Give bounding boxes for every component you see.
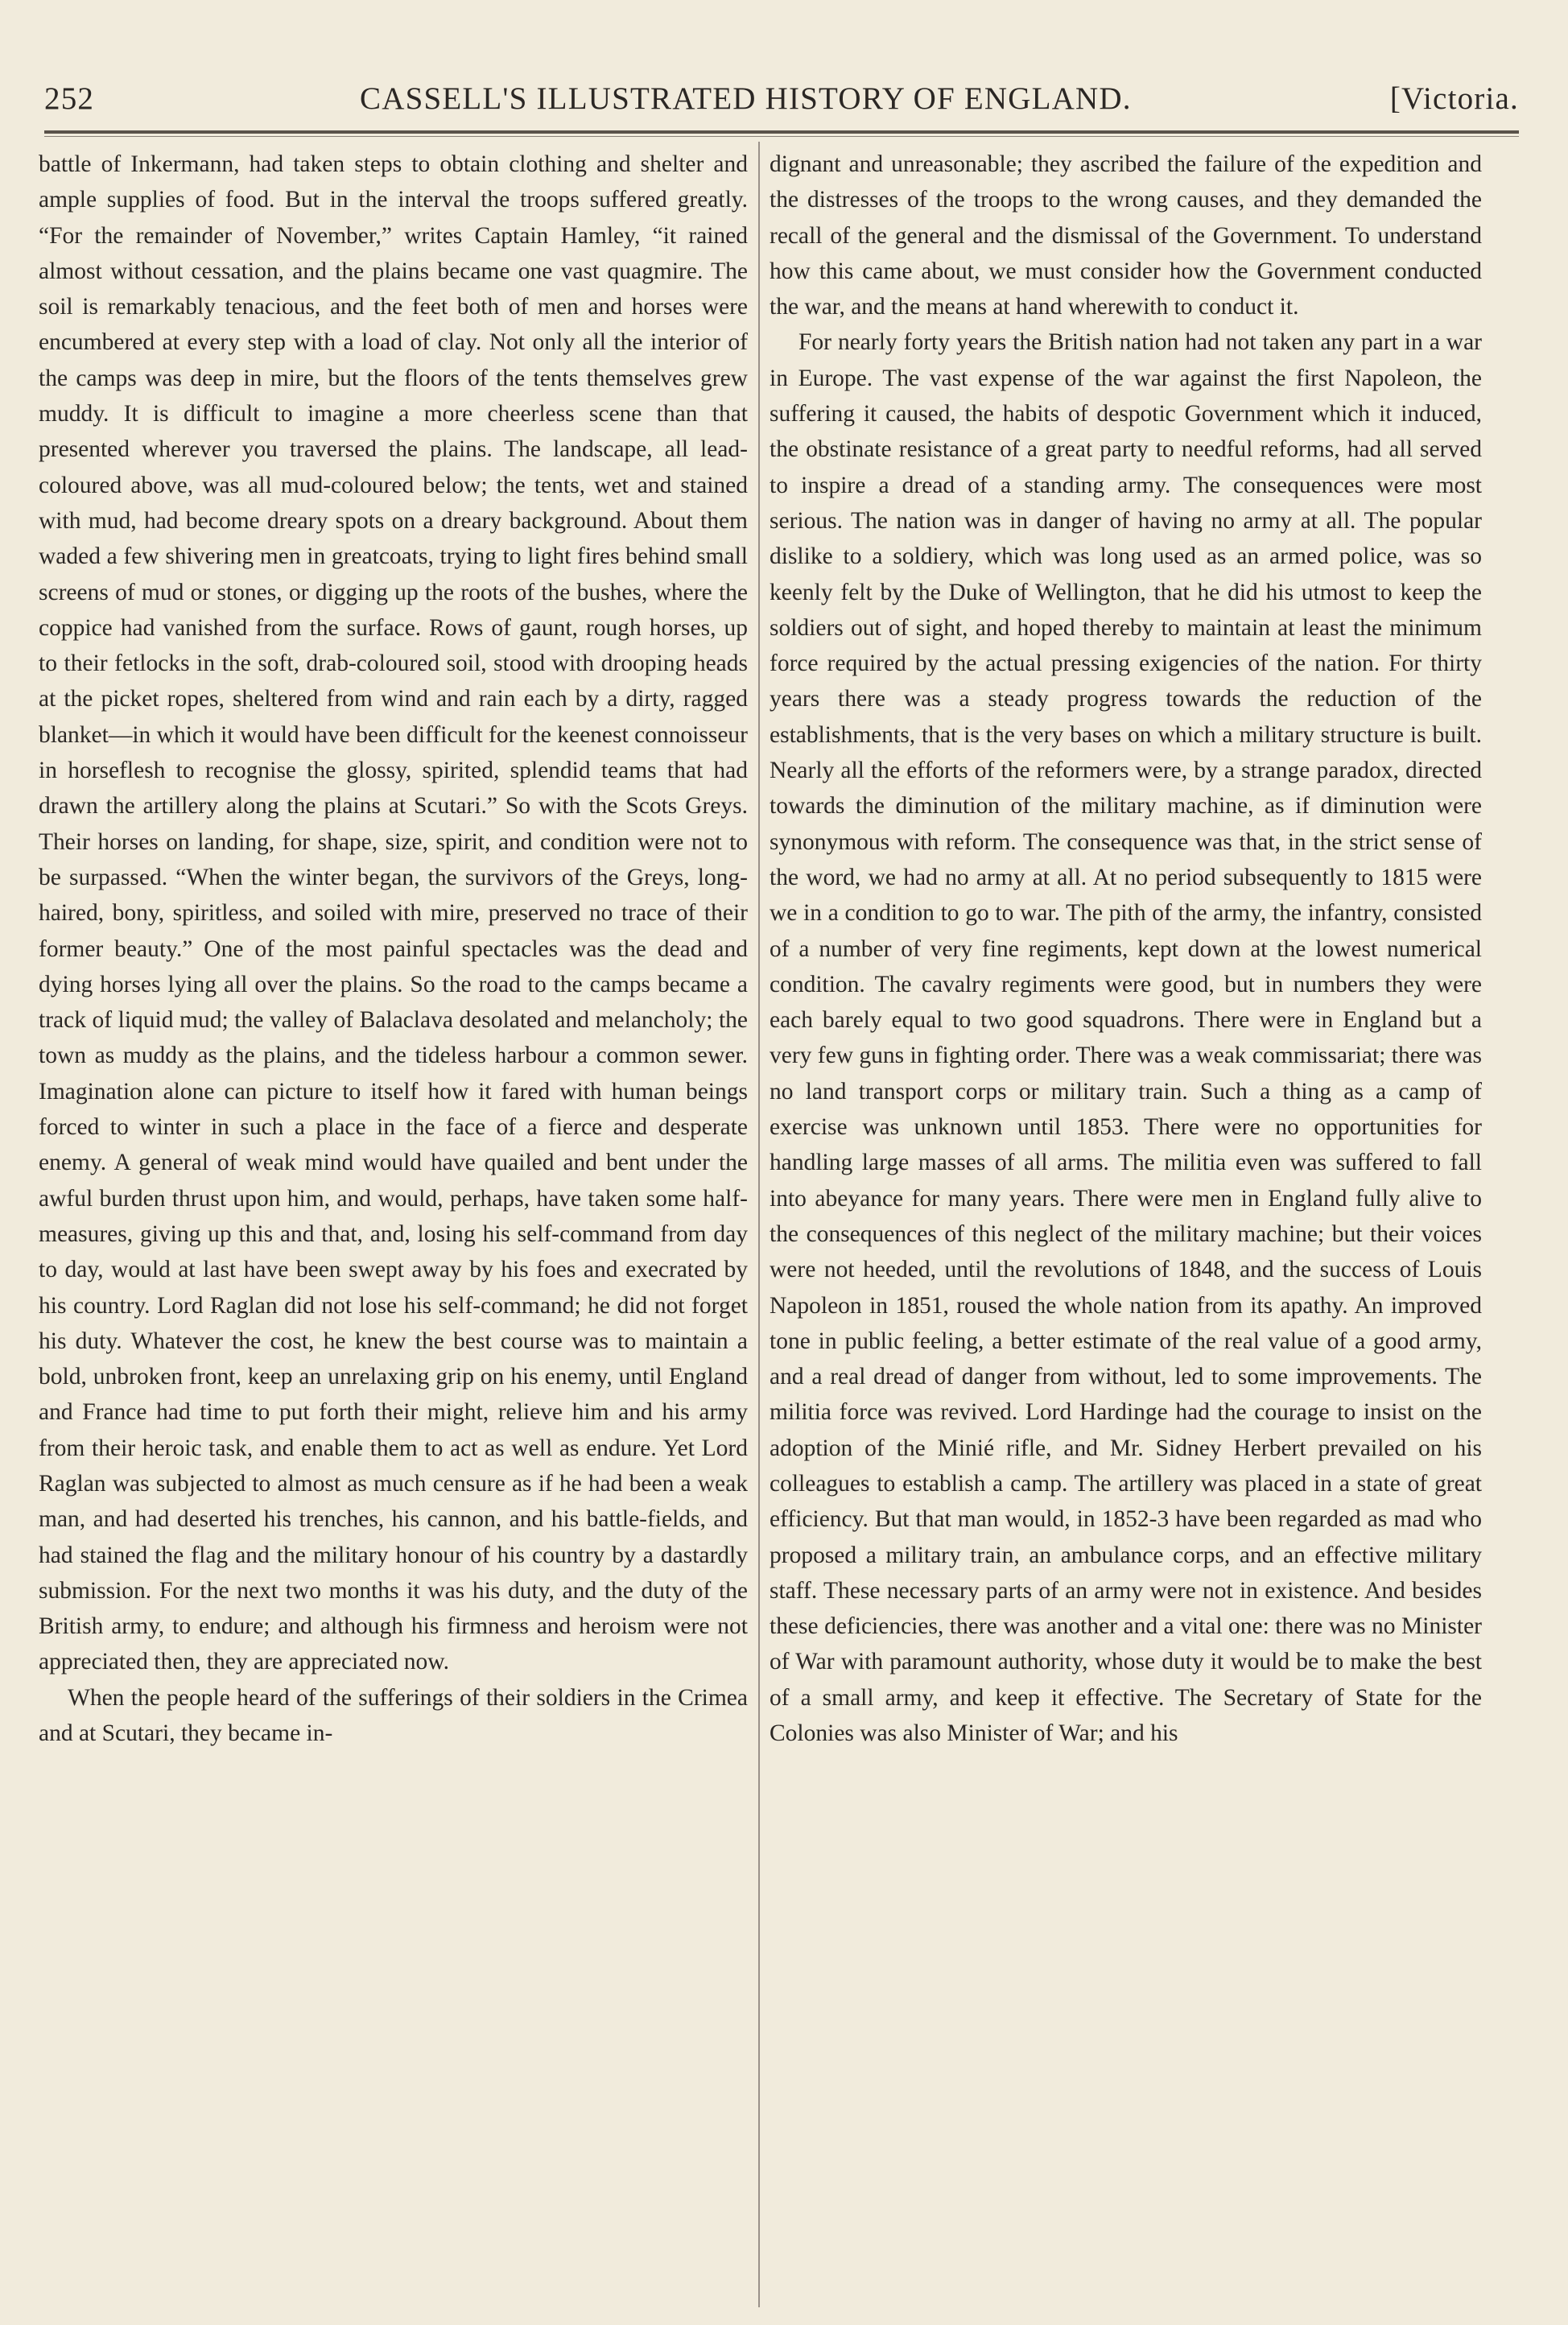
right-paragraph-1: dignant and unreasonable; they ascribed the failure of the expedition and the distresses of the troops to the wrong causes, and they demanded the recall of the general and the dismissal of the Government. To understand how this came about, we must consider how the Government conducted the war, and the means at hand wherewith to conduct it. — [770, 151, 1482, 320]
section-tag: [Victoria. — [1389, 81, 1519, 116]
left-paragraph-1: battle of Inkermann, had taken steps to obtain clothing and shelter and ample supplies of food. But in the interval the troops suffered greatly. “For the remainder of November,” writes Captain Hamley, “it rained almost without cessation, and the plains became one vast quagmire. The soil is remarkably tenacious, and the feet both of men and horses were encumbered at every step with a load of clay. Not only all the interior of the camps was deep in mire, but the floors of the tents themselves grew muddy. It is difficult to imagine a more cheerless scene than that presented wherever you traversed the plains. The landscape, all lead-coloured above, was all mud-coloured below; the tents, wet and stained with mud, had become dreary spots on a dreary background. About them waded a few shivering men in greatcoats, trying to light fires behind small screens of mud or stones, or digging up the roots of the bushes, where the coppice had vanished from the surface. Rows of gaunt, rough horses, up to their fetlocks in the soft, drab-coloured soil, stood with drooping heads at the picket ropes, sheltered from wind and rain each by a dirty, ragged blanket—in which it would have been difficult for the keenest connoisseur in horseflesh to recognise the glossy, spirited, splendid teams that had drawn the artillery along the plains at Scutari.” So with the Scots Greys. Their horses on landing, for shape, size, spirit, and condition were not to be surpassed. “When the winter began, the survivors of the Greys, long-haired, bony, spiritless, and soiled with mire, preserved no trace of their former beauty.” One of the most painful spectacles was the dead and dying horses lying all over the plains. So the road to the camps became a track of liquid mud; the valley of Balaclava desolated and melancholy; the town as muddy as the plains, and the tideless harbour a common sewer. Imagination alone can picture to itself how it fared with human beings forced to winter in such a place in the face of a fierce and desperate enemy. A general of weak mind would have quailed and bent under the awful burden thrust upon him, and would, perhaps, have taken some half-measures, giving up this and that, and, losing his self-command from day to day, would at last have been swept away by his foes and execrated by his country. Lord Raglan did not lose his self-command; he did not forget his duty. Whatever the cost, he knew the best course was to maintain a bold, unbroken front, keep an unrelaxing grip on his enemy, until England and France had time to put forth their might, relieve him and his army from their heroic task, and enable them to act as well as endure. Yet Lord Raglan was subjected to almost as much censure as if he had been a weak man, and had deserted his trenches, his cannon, and his battle-fields, and had stained the flag and the military honour of his country by a dastardly submission. For the next two months it was his duty, and the duty of the British army, to endure; and although his firmness and heroism were not appreciated then, they are appreciated now. — [39, 151, 748, 1675]
header-rule-thin — [44, 136, 1519, 137]
page-number: 252 — [44, 81, 95, 116]
right-column — [770, 147, 1482, 1751]
header-rule — [44, 130, 1519, 134]
right-paragraph-2: For nearly forty years the British nation had not taken any part in a war in Europe. The vast expense of the war against the first Napoleon, the suffering it caused, the habits of despotic Government which it induced, the obstinate resistance of a great party to needful reforms, had all served to inspire a dread of a standing army. The consequences were most serious. The nation was in danger of having no army at all. The popular dislike to a soldiery, which was long used as an armed police, was so keenly felt by the Duke of Wellington, that he did his utmost to keep the soldiers out of sight, and hoped thereby to maintain at least the minimum force required by the actual pressing exigencies of the nation. For thirty years there was a steady progress towards the reduction of the establishments, that is the very bases on which a military structure is built. Nearly all the efforts of the reformers were, by a strange paradox, directed towards the diminution of the military machine, as if diminution were synonymous with reform. The consequence was that, in the strict sense of the word, we had no army at all. At no period subsequently to 1815 were we in a condition to go to war. The pith of the army, the infantry, consisted of a number of very fine regiments, kept down at the lowest numerical condition. The cavalry regiments were good, but in numbers they were each barely equal to two good squadrons. There were in England but a very few guns in fighting order. There was a weak commissariat; there was no land transport corps or military train. Such a thing as a camp of exercise was unknown until 1853. There were no opportunities for handling large masses of all arms. The militia even was suffered to fall into abeyance for many years. There were men in England fully alive to the consequences of this neglect of the military machine; but their voices were not heeded, until the revolutions of 1848, and the success of Louis Napoleon in 1851, roused the whole nation from its apathy. An improved tone in public feeling, a better estimate of the real value of a good army, and a real dread of danger from without, led to some improvements. The militia force was revived. Lord Hardinge had the courage to insist on the adoption of the Minié rifle, and Mr. Sidney Herbert prevailed on his colleagues to establish a camp. The artillery was placed in a state of great efficiency. But that man would, in 1852-3 have been regarded as mad who proposed a military train, an ambulance corps, and an effective military staff. These necessary parts of an army were not in existence. And besides these deficiencies, there was another and a vital one: there was no Minister of War with paramount authority, whose duty it would be to make the best of a small army, and keep it effective. The Secretary of State for the Colonies was also Minister of War; and his — [770, 329, 1482, 1747]
left-paragraph-2: When the people heard of the sufferings of their soldiers in the Crimea and at Scutari, they became in- — [39, 1684, 748, 1747]
column-divider — [758, 142, 760, 2307]
running-title: CASSELL'S ILLUSTRATED HISTORY OF ENGLAND. — [360, 81, 1132, 116]
running-header — [44, 81, 1519, 121]
left-column — [39, 147, 748, 1751]
